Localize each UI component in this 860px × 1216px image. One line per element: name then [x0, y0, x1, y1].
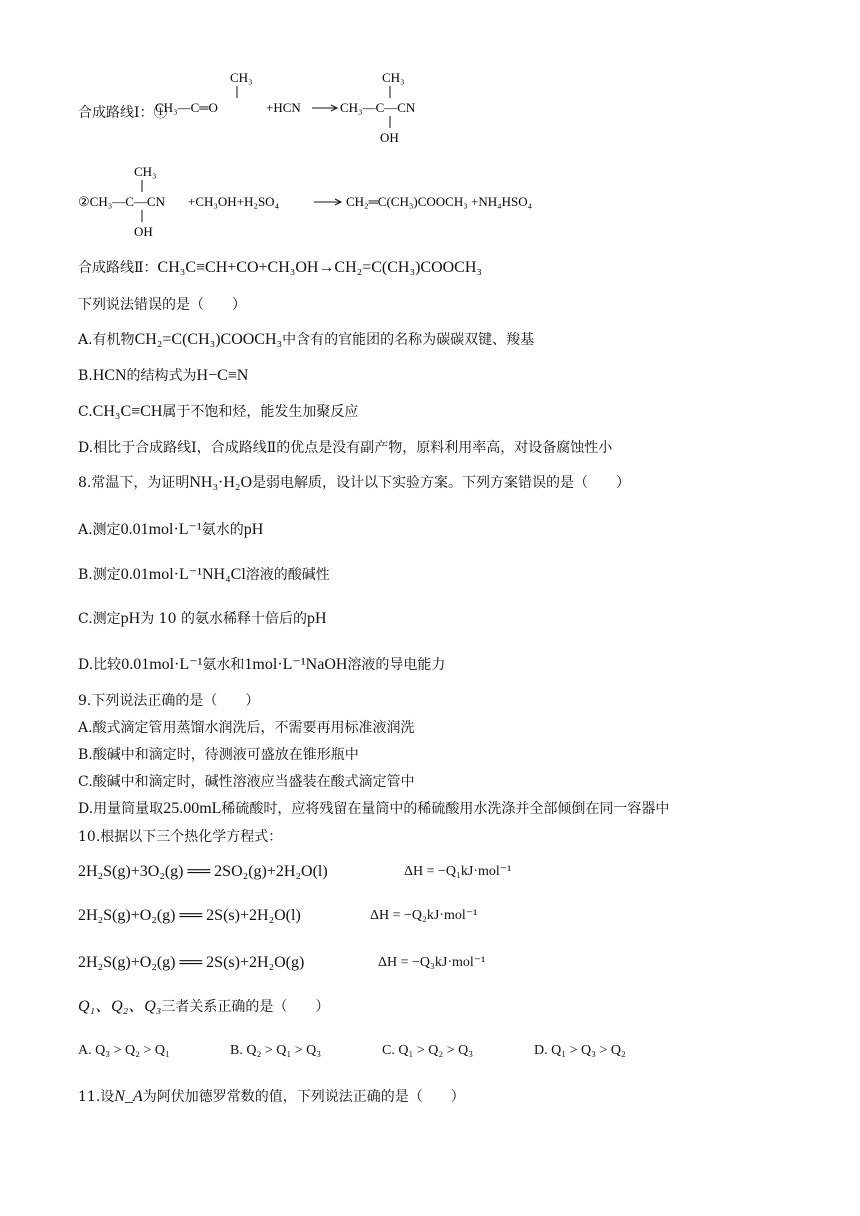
q11-stem [78, 1088, 465, 1106]
q7-b-formula2: H−C≡N [196, 367, 249, 384]
q10-eq1: 2H₂S(g)+3O₂(g) ══ 2SO₂(g)+2H₂O(l) [78, 863, 328, 880]
q8-a-mid: 氨水的 [201, 522, 244, 538]
q11-na-symbol: N_A [114, 1088, 143, 1105]
s2-products: CH₂═C(CH₃)COOCH₃ +NH₄HSO₄ [346, 194, 533, 209]
q10-option-c: C. Q₁ > Q₂ > Q₃ [382, 1043, 474, 1058]
q10-equation-2 [78, 907, 478, 925]
q8-c-ph2: pH [306, 610, 327, 627]
q8-b-pre: B.测定 [78, 567, 121, 583]
q9-option-c: C.酸碱中和滴定时，碱性溶液应当盛装在酸式滴定管中 [78, 774, 415, 790]
route1-step2-structures [76, 160, 616, 242]
q8-c-ph: pH [120, 610, 141, 627]
route2-line [78, 259, 482, 277]
q8-option-c [78, 610, 327, 628]
q7-c-formula: CH₃C≡CH [92, 403, 163, 420]
p1-product: CH₃—C—CN [340, 100, 416, 115]
s2-oh: OH [134, 224, 153, 239]
q8-d-formula2: 1mol·L⁻¹NaOH [244, 656, 348, 673]
q10-option-d: D. Q₁ > Q₃ > Q₂ [534, 1043, 626, 1058]
route1-label: 合成路线Ⅰ：① [78, 105, 168, 121]
q8-option-d [78, 656, 445, 674]
p1-oh: OH [380, 130, 399, 145]
q7-b-formula1: HCN [92, 367, 127, 384]
q8-stem-pre: 8.常温下，为证明 [78, 475, 190, 491]
q8-stem-post: 是弱电解质，设计以下实验方案。下列方案错误的是（ ） [252, 475, 631, 491]
q11-stem-post: 为阿伏加德罗常数的值，下列说法正确的是（ ） [142, 1089, 465, 1105]
s2-reactant: ②CH₃—C—CN [78, 194, 165, 209]
q7-c-post: 属于不饱和烃，能发生加聚反应 [162, 404, 359, 420]
route2-label: 合成路线Ⅱ： [78, 260, 158, 276]
q7-b-pre: B. [78, 368, 93, 384]
q7-option-b [78, 367, 248, 385]
q8-d-mid: 氨水和 [202, 657, 245, 673]
q7-a-post: 中含有的官能团的名称为碳碳双键、羧基 [282, 332, 535, 348]
s2-methyl-top: CH₃ [134, 164, 157, 179]
q10-equation-3 [78, 954, 486, 972]
q8-c-mid: 为 10 的氨水稀释十倍后的 [140, 611, 307, 627]
q10-relation [78, 998, 329, 1016]
p1-methyl-top: CH₃ [382, 70, 405, 85]
q7-a-formula: CH₂=C(CH₃)COOCH₃ [134, 331, 283, 348]
q7-a-pre: A.有机物 [78, 332, 135, 348]
r1-acetone: CH₃—C═O [155, 100, 218, 115]
q8-d-post: 溶液的导电能力 [347, 657, 446, 673]
q9-d-volume: 25.00mL [163, 800, 222, 817]
q7-option-c [78, 403, 358, 421]
q10-dh2: ΔH = −Q₂kJ·mol⁻¹ [370, 908, 478, 923]
q8-a-ph: pH [243, 521, 264, 538]
s2-other-reactants: +CH₃OH+H₂SO₄ [188, 194, 280, 209]
q11-stem-pre: 11.设 [78, 1089, 115, 1105]
q8-stem [78, 474, 630, 492]
q8-d-pre: D.比较 [78, 657, 122, 673]
r1-methyl-top: CH₃ [230, 70, 253, 85]
q9-option-b: B.酸碱中和滴定时，待测液可盛放在锥形瓶中 [78, 747, 359, 763]
q8-b-post: 溶液的酸碱性 [245, 567, 330, 583]
q8-c-pre: C.测定 [78, 611, 121, 627]
q8-stem-formula: NH₃·H₂O [189, 474, 253, 491]
q10-option-b: B. Q₂ > Q₁ > Q₃ [230, 1043, 322, 1058]
q9-option-d [78, 800, 669, 818]
q10-dh1: ΔH = −Q₁kJ·mol⁻¹ [404, 864, 512, 879]
q7-b-mid: 的结构式为 [126, 368, 197, 384]
q8-b-formula: 0.01mol·L⁻¹NH₄Cl [120, 566, 246, 583]
q9-d-post: 稀硫酸时，应将残留在量筒中的稀硫酸用水洗涤并全部倾倒在同一容器中 [221, 801, 670, 817]
r1-plus-hcn: +HCN [266, 100, 301, 115]
q7-stem: 下列说法错误的是（ ） [78, 297, 246, 313]
q7-option-a [78, 331, 534, 349]
q10-stem: 10.根据以下三个热化学方程式： [78, 829, 283, 845]
q8-option-a [78, 521, 263, 539]
q10-option-a: A. Q₃ > Q₂ > Q₁ [78, 1043, 170, 1058]
q10-q-symbols: Q₁、Q₂、Q₃ [78, 998, 162, 1015]
q9-stem: 9.下列说法正确的是（ ） [78, 693, 260, 709]
q7-c-pre: C. [78, 404, 93, 420]
q10-eq2: 2H₂S(g)+O₂(g) ══ 2S(s)+2H₂O(l) [78, 907, 301, 924]
q10-equation-1 [78, 863, 512, 881]
q8-a-pre: A.测定 [78, 522, 121, 538]
q8-option-b [78, 566, 330, 584]
q9-option-a: A.酸式滴定管用蒸馏水润洗后，不需要再用标准液润洗 [78, 720, 415, 736]
route1-step1-structures [150, 68, 440, 148]
route2-equation: CH₃C≡CH+CO+CH₃OH→CH₂=C(CH₃)COOCH₃ [157, 259, 482, 276]
q9-d-pre: D.用量筒量取 [78, 801, 164, 817]
q10-eq3: 2H₂S(g)+O₂(g) ══ 2S(s)+2H₂O(g) [78, 954, 305, 971]
q8-d-formula: 0.01mol·L⁻¹ [121, 656, 203, 673]
q7-option-d: D.相比于合成路线Ⅰ，合成路线Ⅱ的优点是没有副产物，原料利用率高，对设备腐蚀性小 [78, 440, 613, 456]
q10-dh3: ΔH = −Q₃kJ·mol⁻¹ [378, 955, 486, 970]
q10-relation-text: 三者关系正确的是（ ） [161, 999, 330, 1015]
q8-a-formula: 0.01mol·L⁻¹ [120, 521, 202, 538]
